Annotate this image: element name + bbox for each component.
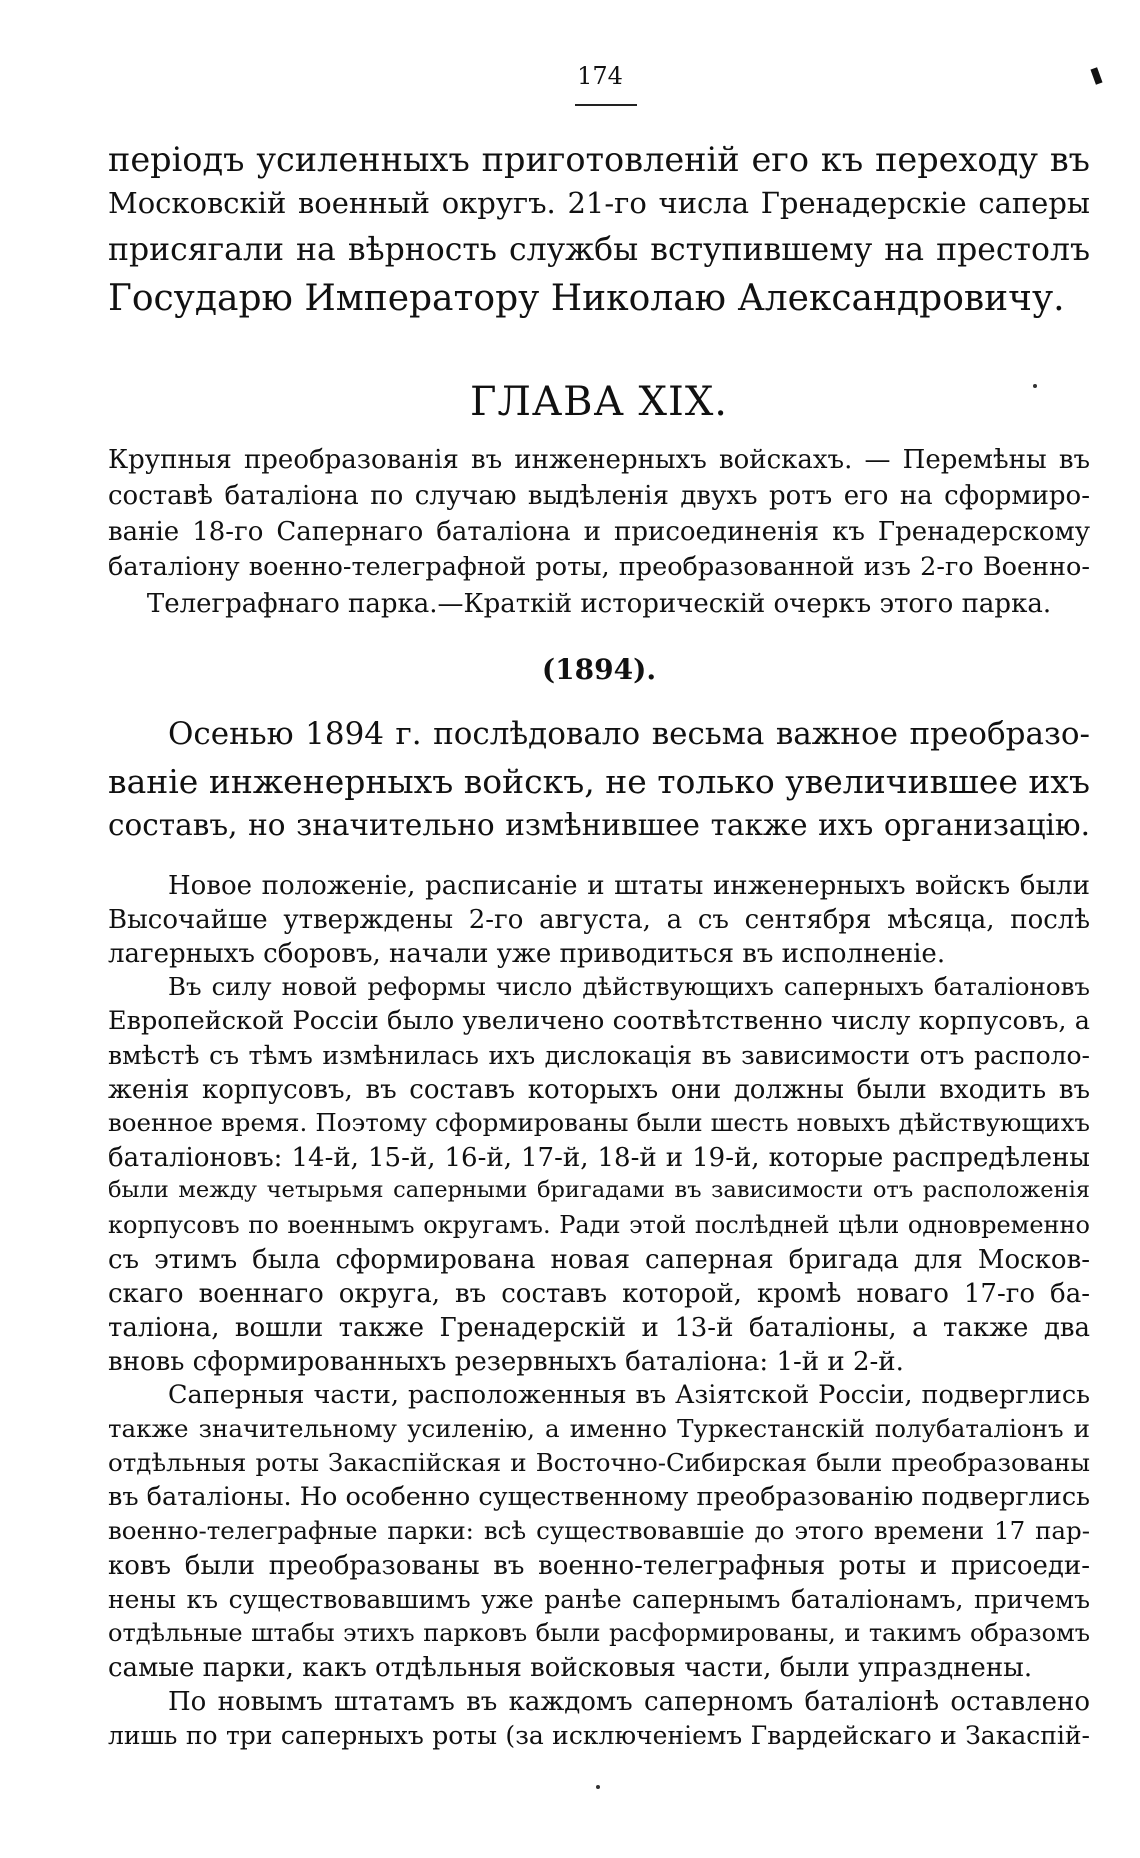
body-line: съ этимъ была сформирована новая саперная бригада для Москов- bbox=[108, 1245, 1090, 1275]
lead-line: Осенью 1894 г. послѣдовало весьма важное преобразо- bbox=[168, 716, 1090, 752]
body-line: нены къ существовавшимъ уже ранѣе сапернымъ баталіонамъ, причемъ bbox=[108, 1585, 1090, 1614]
page-number-rule bbox=[575, 104, 637, 106]
body-line: ковъ были преобразованы въ военно-телеграфныя роты и присоеди- bbox=[108, 1551, 1090, 1581]
body-line: таліона, вошли также Гренадерскій и 13-й баталіоны, а также два bbox=[108, 1313, 1090, 1343]
body-line: корпусовъ по военнымъ округамъ. Ради этой послѣдней цѣли одновременно bbox=[108, 1211, 1090, 1239]
body-line: женія корпусовъ, въ составъ которыхъ они должны были входить въ bbox=[108, 1075, 1090, 1105]
body-line: лагерныхъ сборовъ, начали уже приводиться въ исполненіе. bbox=[108, 939, 946, 969]
body-line: вмѣстѣ съ тѣмъ измѣнилась ихъ дислокація въ зависимости отъ располо- bbox=[108, 1041, 1090, 1070]
body-line: Высочайше утверждены 2-го августа, а съ сентября мѣсяца, послѣ bbox=[108, 905, 1090, 935]
body-line: военно-телеграфные парки: всѣ существовавшіе до этого времени 17 пар- bbox=[108, 1516, 1090, 1545]
body-line: баталіоновъ: 14-й, 15-й, 16-й, 17-й, 18-й и 19-й, которые распредѣлены bbox=[108, 1143, 1090, 1173]
page-number: 174 bbox=[577, 62, 623, 90]
intro-line: присягали на вѣрность службы вступившему на престолъ bbox=[108, 232, 1090, 268]
body-line: военное время. Поэтому сформированы были шесть новыхъ дѣйствующихъ bbox=[108, 1108, 1090, 1137]
body-line: Европейской Россіи было увеличено соотвѣтственно числу корпусовъ, а bbox=[108, 1006, 1090, 1036]
body-line: отдѣльные штабы этихъ парковъ были расформированы, и такимъ образомъ bbox=[108, 1619, 1090, 1647]
section-year: (1894). bbox=[541, 653, 657, 686]
body-line: также значительному усиленію, а именно Туркестанскій полубаталіонъ и bbox=[108, 1414, 1090, 1443]
print-speck bbox=[596, 1785, 600, 1789]
body-line: въ баталіоны. Но особенно существенному преобразованію подверглись bbox=[108, 1482, 1090, 1512]
body-line: скаго военнаго округа, въ составъ которой, кромѣ новаго 17-го ба- bbox=[108, 1279, 1090, 1309]
body-line: По новымъ штатамъ въ каждомъ саперномъ баталіонѣ оставлено bbox=[168, 1687, 1090, 1717]
summary-line: баталіону военно-телеграфной роты, преобразованной изъ 2-го Военно- bbox=[108, 552, 1090, 582]
summary-line: Телеграфнаго парка.—Краткій историческій очеркъ этого парка. bbox=[146, 589, 1052, 619]
body-line: Новое положеніе, расписаніе и штаты инженерныхъ войскъ были bbox=[168, 871, 1090, 901]
lead-line: составъ, но значительно измѣнившее также ихъ организацію. bbox=[108, 808, 1090, 842]
summary-line: составѣ баталіона по случаю выдѣленія двухъ ротъ его на сформиро- bbox=[108, 481, 1090, 511]
summary-line: ваніе 18-го Сапернаго баталіона и присоединенія къ Гренадерскому bbox=[108, 517, 1090, 547]
print-speck bbox=[1090, 67, 1102, 84]
intro-line: Государю Императору Николаю Александровичу. bbox=[108, 278, 1065, 319]
body-line: самые парки, какъ отдѣльныя войсковыя части, были упразднены. bbox=[108, 1653, 1033, 1683]
body-line: вновь сформированныхъ резервныхъ баталіона: 1-й и 2-й. bbox=[108, 1347, 904, 1377]
lead-line: ваніе инженерныхъ войскъ, не только увеличившее ихъ bbox=[108, 762, 1090, 801]
intro-line: періодъ усиленныхъ приготовленій его къ переходу въ bbox=[108, 140, 1090, 179]
chapter-title: ГЛАВА XIX. bbox=[469, 379, 729, 425]
body-line: отдѣльныя роты Закаспійская и Восточно-Сибирская были преобразованы bbox=[108, 1448, 1090, 1477]
summary-line: Крупныя преобразованія въ инженерныхъ войскахъ. — Перемѣны въ bbox=[108, 445, 1090, 475]
body-line: лишь по три саперныхъ роты (за исключеніемъ Гвардейскаго и Закаспій- bbox=[108, 1721, 1090, 1750]
body-line: Въ силу новой реформы число дѣйствующихъ саперныхъ баталіоновъ bbox=[168, 972, 1090, 1001]
intro-line: Московскій военный округъ. 21-го числа Гренадерскіе саперы bbox=[108, 186, 1090, 220]
body-line: были между четырьмя саперными бригадами въ зависимости отъ расположенія bbox=[108, 1177, 1090, 1203]
body-line: Саперныя части, расположенныя въ Азіятской Россіи, подверглись bbox=[168, 1380, 1090, 1410]
